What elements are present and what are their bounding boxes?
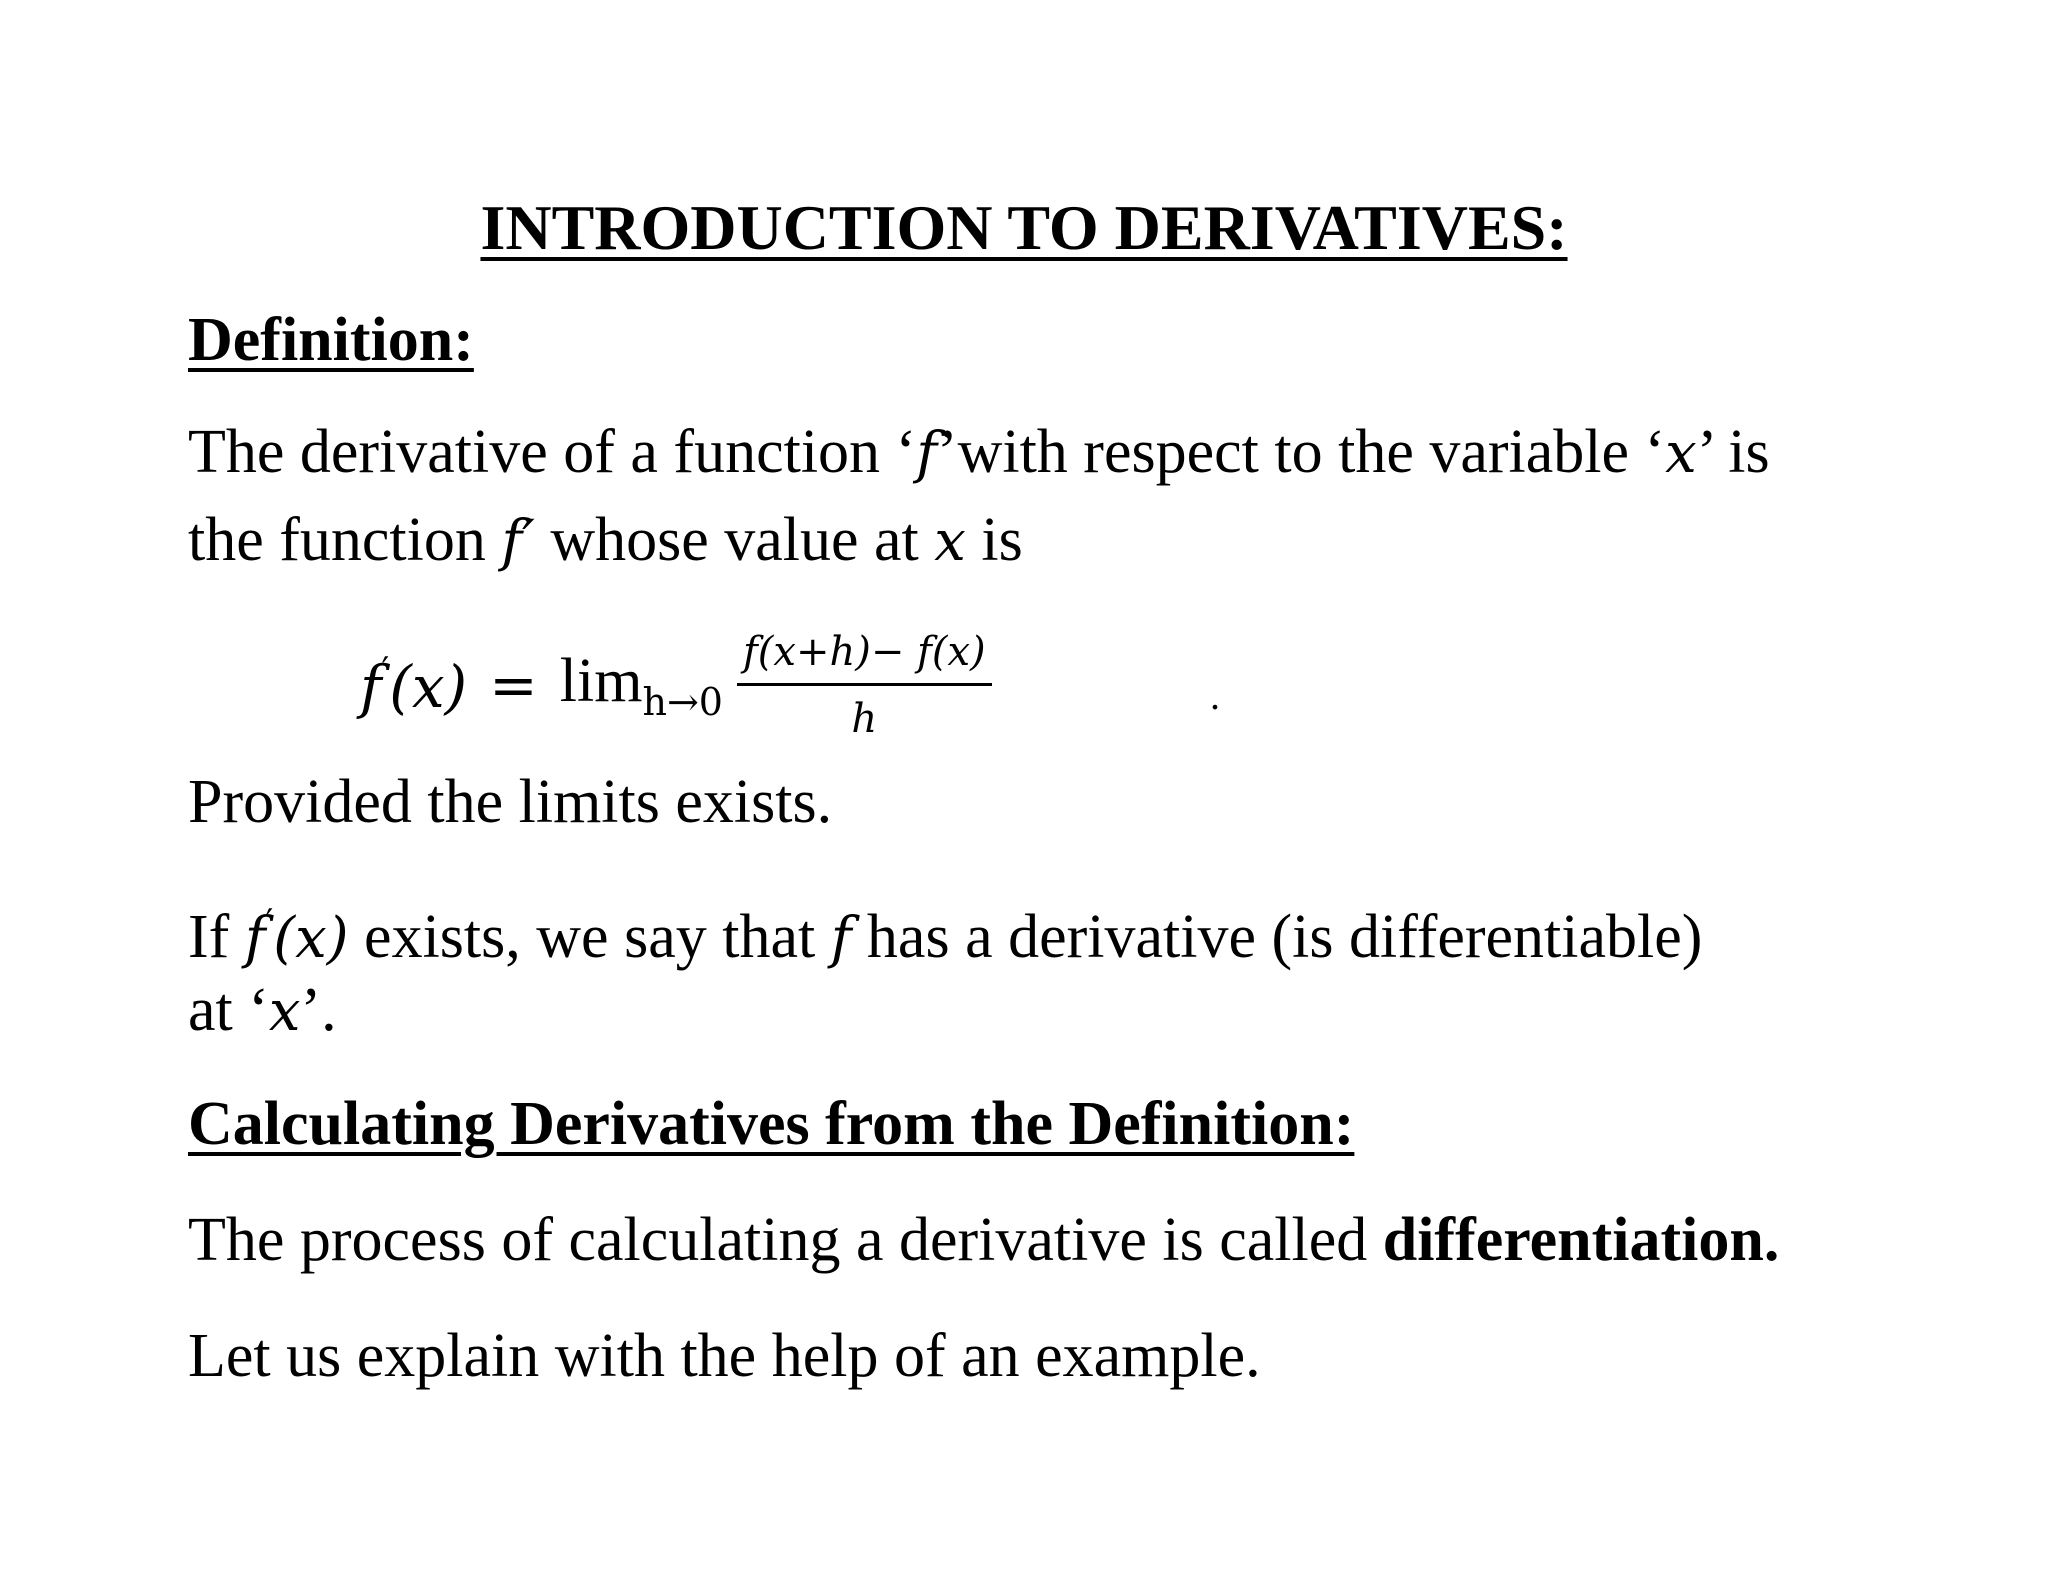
text-run: If bbox=[188, 903, 245, 971]
math-x: x bbox=[268, 979, 301, 1044]
math-f: f bbox=[830, 906, 852, 971]
math-f: f bbox=[244, 906, 266, 971]
example-line: Let us explain with the help of an example. bbox=[188, 1322, 1261, 1390]
fraction-denominator: h bbox=[851, 695, 878, 742]
text-run: has a derivative (is differentiable) bbox=[851, 903, 1703, 971]
fraction-numerator: f(x+h)− f(x) bbox=[737, 625, 992, 686]
math-x: x bbox=[1665, 421, 1697, 486]
differentiable-line-2 bbox=[188, 966, 1908, 1056]
math-f: f bbox=[360, 652, 382, 721]
prime-mark: ′ bbox=[265, 902, 274, 942]
text-run: ’. bbox=[300, 976, 337, 1044]
text-run: the function bbox=[188, 506, 502, 574]
text-run: ’ is bbox=[1696, 418, 1770, 486]
bold-term: differentiation. bbox=[1382, 1206, 1780, 1274]
definition-line-1 bbox=[188, 408, 1908, 498]
math-x: x bbox=[934, 509, 966, 574]
text-run: ’with respect to the variable ‘ bbox=[936, 418, 1666, 486]
math-argument: (x) bbox=[273, 906, 349, 971]
text-run: is bbox=[965, 506, 1023, 574]
formula-lhs bbox=[360, 650, 467, 721]
math-f: f bbox=[916, 421, 937, 486]
derivative-formula bbox=[360, 610, 992, 760]
formula-argument: (x) bbox=[389, 652, 468, 721]
text-run: at ‘ bbox=[188, 976, 269, 1044]
calculating-heading: Calculating Derivatives from the Definition: bbox=[188, 1090, 1355, 1158]
text-run: The derivative of a function ‘ bbox=[188, 418, 917, 486]
lim-subscript: h→0 bbox=[642, 680, 723, 724]
math-f-prime: f′ bbox=[501, 509, 535, 574]
prime-mark: ′ bbox=[381, 649, 390, 690]
definition-line-2 bbox=[188, 496, 1908, 586]
definition-heading: Definition: bbox=[188, 306, 474, 374]
provided-line: Provided the limits exists. bbox=[188, 768, 833, 836]
limit-operator bbox=[560, 646, 723, 724]
page-title: INTRODUCTION TO DERIVATIVES: bbox=[480, 192, 1568, 263]
equals-sign: = bbox=[489, 651, 538, 719]
text-run: exists, we say that bbox=[348, 903, 831, 971]
formula-trailing-dot: . bbox=[1210, 673, 1220, 718]
text-run: whose value at bbox=[534, 506, 935, 574]
difference-quotient bbox=[737, 625, 992, 746]
lim-text: lim bbox=[559, 647, 643, 715]
process-line bbox=[188, 1196, 1908, 1284]
text-run: The process of calculating a derivative is called bbox=[188, 1206, 1383, 1274]
